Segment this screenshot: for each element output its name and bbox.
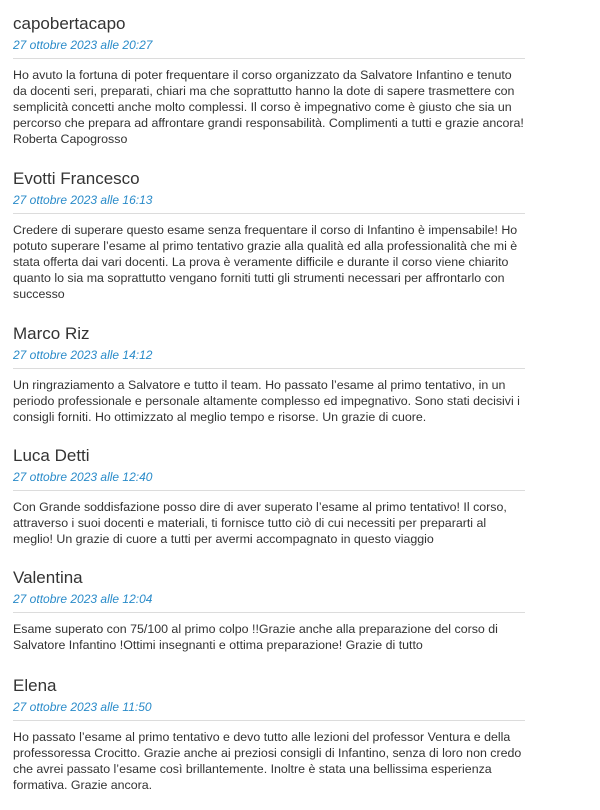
comment-text: Ho avuto la fortuna di poter frequentare il corso organizzato da Salvatore Infantino e tenuto da docenti seri, preparati, chiari ma che soprattutto hanno la dote di sapere trasmettere con semplicità concetti anche molto complessi. Il corso è impegnativo come è giusto che sia un percorso che prepara ad affrontare grandi responsabilità. Complimenti a tutti e grazie ancora! Roberta Capogrosso [13, 68, 524, 146]
comment-text: Ho passato l’esame al primo tentativo e devo tutto alle lezioni del professor Ventura e della professoressa Crocitto. Grazie anche ai preziosi consigli di Infantino, senza di loro non credo che avrei passato l’esame così brillantemente. Inoltre è stata una bellissima esperienza formativa. Grazie ancora. [13, 730, 522, 792]
comment [13, 168, 525, 302]
comment-date-link[interactable]: 27 ottobre 2023 alle 14:12 [13, 348, 153, 362]
comment [13, 567, 525, 653]
comment-text: Credere di superare questo esame senza frequentare il corso di Infantino è impensabile! Ho potuto superare l’esame al primo tentativo grazie alla qualità ed alla professionalità che mi è stata offerta dai vari docenti. La prova è veramente difficile e durante il corso viene chiarito quanto lo sia ma soprattutto vengano forniti tutti gli strumenti necessari per affrontarlo con successo [13, 223, 518, 301]
comment-text: Con Grande soddisfazione posso dire di aver superato l’esame al primo tentativo! Il corso, attraverso i suoi docenti e materiali, ti fornisce tutto ciò di cui necessiti per prepararti al meglio! Un grazie di cuore a tutti per avermi accompagnato in questo viaggio [13, 500, 507, 546]
comment-author: Evotti Francesco [13, 169, 140, 188]
comment-text: Un ringraziamento a Salvatore e tutto il team. Ho passato l’esame al primo tentativo, in un periodo professionale e personale altamente complesso ed impegnativo. Sono stati decisivi i consigli forniti. Ho ottimizzato al meglio tempo e risorse. Un grazie di cuore. [13, 378, 520, 424]
comment-author: Valentina [13, 568, 83, 587]
comment-author: Luca Detti [13, 446, 90, 465]
comment-date-link[interactable]: 27 ottobre 2023 alle 11:50 [13, 700, 152, 714]
comment-date-link[interactable]: 27 ottobre 2023 alle 12:04 [13, 592, 153, 606]
comment-divider [13, 720, 525, 721]
comment-date-link[interactable]: 27 ottobre 2023 alle 12:40 [13, 470, 153, 484]
comment-text: Esame superato con 75/100 al primo colpo !!Grazie anche alla preparazione del corso di Salvatore Infantino !Ottimi insegnanti e ottima preparazione! Grazie di tutto [13, 622, 498, 652]
comment-date-link[interactable]: 27 ottobre 2023 alle 16:13 [13, 193, 153, 207]
comment [13, 675, 525, 793]
comment-author: capobertacapo [13, 14, 126, 33]
comment-divider [13, 58, 525, 59]
comment [13, 445, 525, 547]
comment [13, 13, 525, 147]
comment-divider [13, 213, 525, 214]
comment-date-link[interactable]: 27 ottobre 2023 alle 20:27 [13, 38, 153, 52]
comment-author: Marco Riz [13, 324, 90, 343]
comment-author: Elena [13, 676, 57, 695]
comment-divider [13, 490, 525, 491]
comment-divider [13, 612, 525, 613]
comment-divider [13, 368, 525, 369]
comment [13, 323, 525, 425]
